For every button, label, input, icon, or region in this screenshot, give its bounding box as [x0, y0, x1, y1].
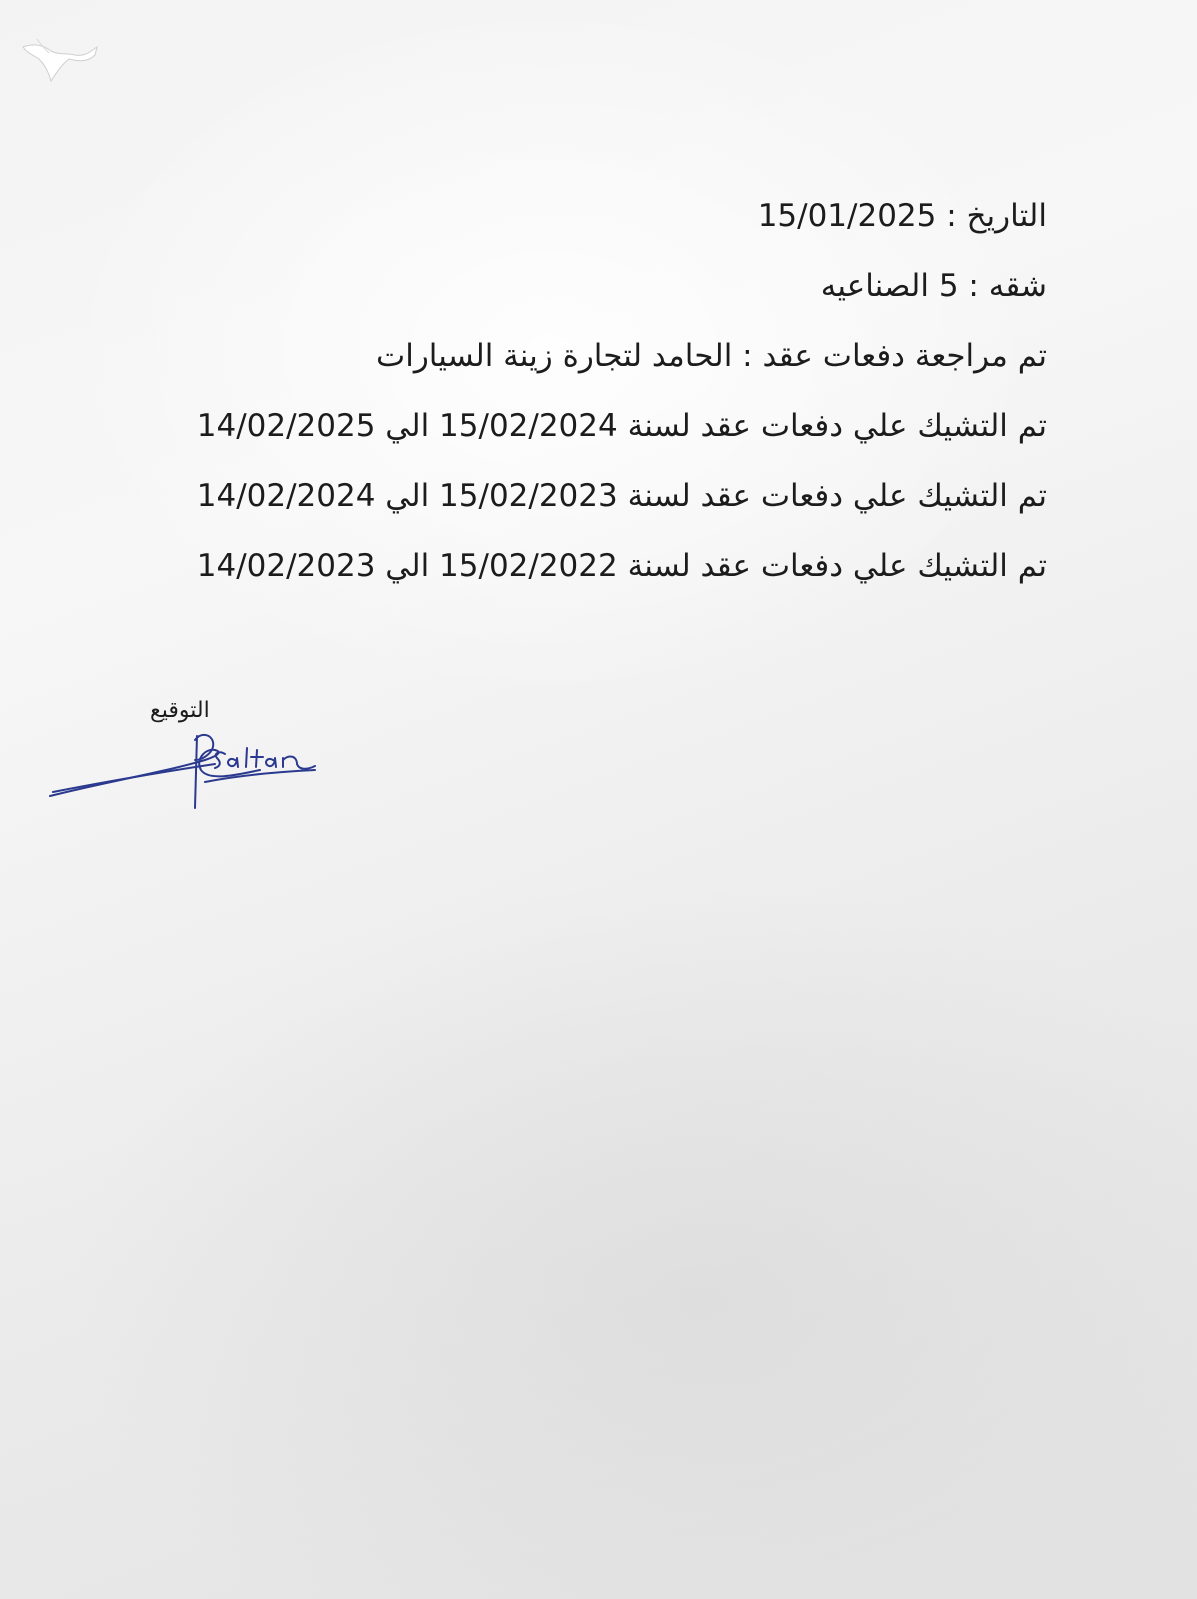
date-line: التاريخ : 15/01/2025 [757, 198, 1047, 234]
review-line: تم مراجعة دفعات عقد : الحامد لتجارة زينة السيارات [376, 338, 1047, 374]
signature-label: التوقيع [150, 698, 210, 723]
unit-line: شقه : 5 الصناعيه [820, 268, 1047, 304]
handwritten-signature [45, 730, 335, 830]
check-line-2024-2025: تم التشيك علي دفعات عقد لسنة 15/02/2024 الي 14/02/2025 [196, 408, 1047, 444]
check-line-2022-2023: تم التشيك علي دفعات عقد لسنة 15/02/2022 الي 14/02/2023 [196, 548, 1047, 584]
paper-tear-mark [15, 25, 105, 85]
check-line-2023-2024: تم التشيك علي دفعات عقد لسنة 15/02/2023 الي 14/02/2024 [196, 478, 1047, 514]
document-body [147, 188, 1047, 608]
